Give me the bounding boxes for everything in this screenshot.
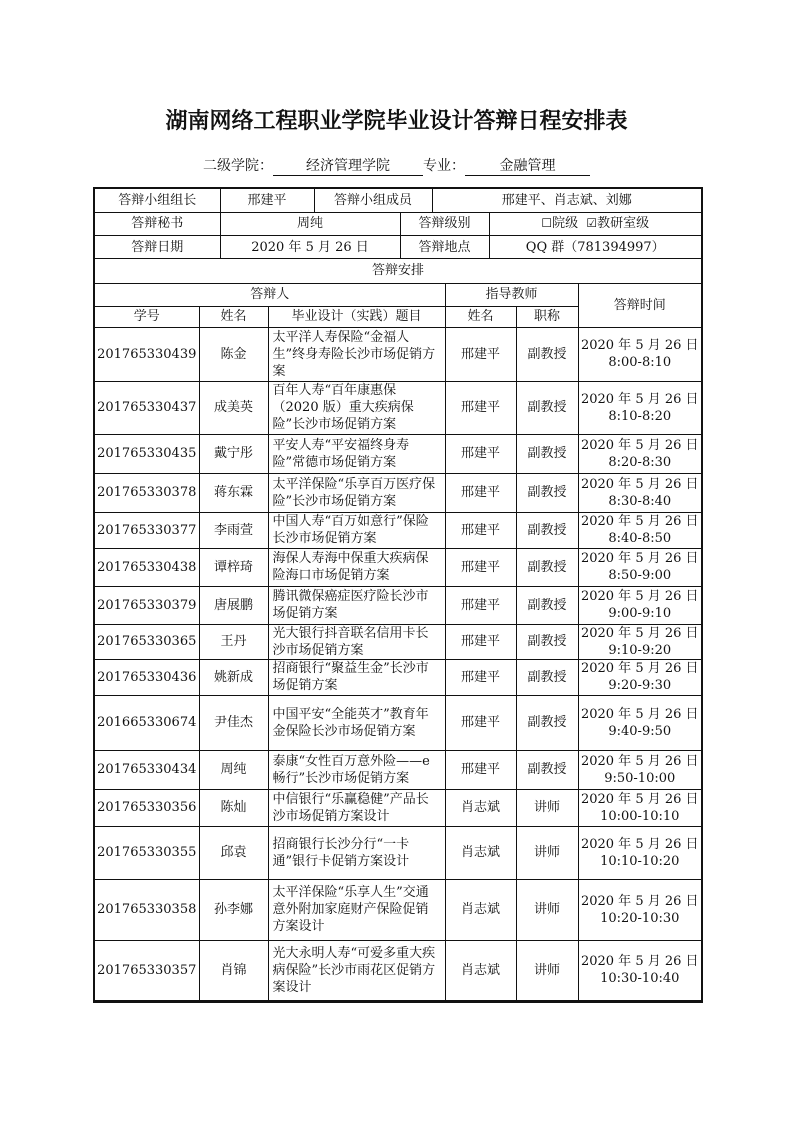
- advisor-title: 副教授: [516, 624, 578, 659]
- secretary-label: 答辩秘书: [95, 213, 220, 236]
- table-row: [95, 879, 701, 940]
- topic: 招商银行“聚益生金”长沙市场促销方案: [268, 659, 445, 695]
- advisor-title: 副教授: [516, 512, 578, 548]
- advisor-title: 讲师: [516, 826, 578, 879]
- defense-slot: 9:40-9:50: [608, 723, 672, 739]
- topic: 海保人寿海中保重大疾病保险海口市场促销方案: [268, 548, 445, 586]
- student-id: 201765330357: [95, 940, 199, 1000]
- advisor-title: 副教授: [516, 548, 578, 586]
- table-row: [95, 327, 701, 381]
- defense-time: [578, 940, 701, 1000]
- student-name: 周纯: [199, 750, 268, 789]
- topic: 平安人寿“平安福终身寿险”常德市场促销方案: [268, 434, 445, 473]
- checkbox-college-level[interactable]: ☐: [541, 216, 553, 231]
- student-id: 201765330439: [95, 327, 199, 381]
- topic: 招商银行长沙分行“一卡通”银行卡促销方案设计: [268, 826, 445, 879]
- student-name: 孙李娜: [199, 879, 268, 940]
- place-value: QQ 群（781394997）: [489, 236, 701, 259]
- advisor-name: 肖志斌: [445, 826, 516, 879]
- student-id: 201765330358: [95, 879, 199, 940]
- table-row: [95, 512, 701, 548]
- student-name: 王丹: [199, 624, 268, 659]
- defense-time: [578, 512, 701, 548]
- table-row: [95, 586, 701, 624]
- student-name: 唐展鹏: [199, 586, 268, 624]
- topic: 太平洋保险“乐享百万医疗保险”长沙市场促销方案: [268, 473, 445, 512]
- defense-date: 2020 年 5 月 26 日: [580, 836, 699, 852]
- student-name: 陈金: [199, 327, 268, 381]
- table-row: [95, 695, 701, 750]
- advisor-name: 邢建平: [445, 548, 516, 586]
- page-title: 湖南网络工程职业学院毕业设计答辩日程安排表: [165, 108, 628, 134]
- advisor-title: 讲师: [516, 940, 578, 1000]
- advisor-name: 邢建平: [445, 695, 516, 750]
- table-row: [95, 381, 701, 434]
- advisor-name: 邢建平: [445, 624, 516, 659]
- student-name: 陈灿: [199, 789, 268, 826]
- student-name: 肖锦: [199, 940, 268, 1000]
- table-row: [95, 789, 701, 826]
- student-name: 谭梓琦: [199, 548, 268, 586]
- defense-slot: 8:30-8:40: [608, 493, 672, 509]
- place-label: 答辩地点: [400, 236, 489, 259]
- defense-date: 2020 年 5 月 26 日: [580, 437, 699, 453]
- level-option-college: 院级: [552, 216, 579, 232]
- defense-slot: 9:10-9:20: [608, 642, 672, 658]
- advisor-title: 副教授: [516, 586, 578, 624]
- defense-time: [578, 624, 701, 659]
- table-row: [95, 659, 701, 695]
- advisor-title: 讲师: [516, 879, 578, 940]
- advisor-title: 副教授: [516, 695, 578, 750]
- topic: 太平洋人寿保险“金福人生”终身寿险长沙市场促销方案: [268, 327, 445, 381]
- defense-slot: 9:50-10:00: [604, 770, 676, 786]
- table-row: [95, 624, 701, 659]
- student-id: 201765330377: [95, 512, 199, 548]
- defense-date: 2020 年 5 月 26 日: [580, 954, 699, 969]
- arrangement-table: [95, 259, 701, 1001]
- defense-slot: 8:40-8:50: [608, 531, 672, 546]
- defense-time: [578, 327, 701, 381]
- members-label: 答辩小组成员: [314, 189, 432, 212]
- advisor-name: 邢建平: [445, 659, 516, 695]
- advisor-name-header: 姓名: [445, 306, 516, 327]
- secretary-value: 周纯: [220, 213, 400, 236]
- advisor-name: 邢建平: [445, 327, 516, 381]
- defense-date: 2020 年 5 月 26 日: [580, 625, 699, 641]
- topic: 中国人寿“百万如意行”保险长沙市场促销方案: [268, 512, 445, 548]
- table-row: [95, 434, 701, 473]
- student-name: 成美英: [199, 381, 268, 434]
- leader-value: 邢建平: [220, 189, 314, 212]
- advisor-title: 副教授: [516, 750, 578, 789]
- info-row-1: [95, 189, 701, 213]
- subtitle-line: [0, 155, 793, 176]
- arrangement-heading: 答辩安排: [95, 259, 701, 283]
- defense-slot: 8:00-8:10: [608, 355, 672, 370]
- defense-date: 2020 年 5 月 26 日: [580, 706, 699, 722]
- info-rows-2-3: [95, 213, 701, 260]
- level-label: 答辩级别: [400, 213, 489, 236]
- advisor-name: 邢建平: [445, 750, 516, 789]
- defense-date: 2020 年 5 月 26 日: [580, 551, 699, 566]
- advisor-name: 肖志斌: [445, 940, 516, 1000]
- advisor-name: 肖志斌: [445, 789, 516, 826]
- topic: 光大银行抖音联名信用卡长沙市场促销方案: [268, 624, 445, 659]
- defense-time: [578, 548, 701, 586]
- advisor-title: 副教授: [516, 327, 578, 381]
- id-header: 学号: [95, 306, 199, 327]
- defense-date: 2020 年 5 月 26 日: [580, 476, 699, 492]
- advisor-title: 讲师: [516, 789, 578, 826]
- advisor-name: 邢建平: [445, 473, 516, 512]
- checkbox-department-level[interactable]: ☑: [586, 216, 598, 231]
- advisor-title: 副教授: [516, 659, 578, 695]
- table-row: [95, 473, 701, 512]
- defense-date: 2020 年 5 月 26 日: [580, 893, 699, 909]
- student-id: 201765330435: [95, 434, 199, 473]
- advisor-title-header: 职称: [516, 306, 578, 327]
- defense-time: [578, 659, 701, 695]
- defense-date: 2020 年 5 月 26 日: [580, 391, 699, 407]
- level-option-department: 教研室级: [597, 216, 650, 232]
- table-row: [95, 548, 701, 586]
- advisor-name: 邢建平: [445, 381, 516, 434]
- advisor-title: 副教授: [516, 381, 578, 434]
- major-value: 金融管理: [465, 157, 590, 176]
- student-name: 尹佳杰: [199, 695, 268, 750]
- defense-time: [578, 586, 701, 624]
- defense-time: [578, 695, 701, 750]
- college-value: 经济管理学院: [273, 157, 423, 176]
- student-id: 201765330365: [95, 624, 199, 659]
- time-header: 答辩时间: [578, 283, 701, 327]
- table-row: [95, 826, 701, 879]
- advisor-name: 邢建平: [445, 434, 516, 473]
- student-id: 201765330436: [95, 659, 199, 695]
- defense-slot: 10:10-10:20: [600, 853, 680, 869]
- table-row: [95, 750, 701, 789]
- advisor-name: 邢建平: [445, 586, 516, 624]
- defense-slot: 10:30-10:40: [600, 971, 680, 986]
- advisor-name: 肖志斌: [445, 879, 516, 940]
- defense-date: 2020 年 5 月 26 日: [580, 514, 699, 529]
- defense-date: 2020 年 5 月 26 日: [580, 338, 699, 353]
- major-label: 专业：: [423, 158, 465, 174]
- student-id: 201765330355: [95, 826, 199, 879]
- defense-date: 2020 年 5 月 26 日: [580, 753, 699, 769]
- defense-slot: 10:00-10:10: [600, 808, 680, 824]
- defense-time: [578, 473, 701, 512]
- advisor-header: 指导教师: [445, 283, 578, 306]
- defense-time: [578, 381, 701, 434]
- defense-date: 2020 年 5 月 26 日: [580, 791, 699, 807]
- topic: 中国平安“全能英才”教育年金保险长沙市场促销方案: [268, 695, 445, 750]
- defense-date: 2020 年 5 月 26 日: [580, 589, 699, 604]
- topic: 中信银行“乐赢稳健”产品长沙市场促销方案设计: [268, 789, 445, 826]
- student-id: 201765330437: [95, 381, 199, 434]
- student-name: 姚新成: [199, 659, 268, 695]
- college-label: 二级学院：: [203, 158, 273, 174]
- student-id: 201765330378: [95, 473, 199, 512]
- topic: 太平洋保险“乐享人生”交通意外附加家庭财产保险促销方案设计: [268, 879, 445, 940]
- members-value: 邢建平、肖志斌、刘娜: [432, 189, 701, 212]
- leader-label: 答辩小组组长: [95, 189, 220, 212]
- date-value: 2020 年 5 月 26 日: [220, 236, 400, 259]
- topic: 百年人寿“百年康惠保（2020 版）重大疾病保险”长沙市场促销方案: [268, 381, 445, 434]
- advisor-name: 邢建平: [445, 512, 516, 548]
- defense-date: 2020 年 5 月 26 日: [580, 661, 699, 676]
- student-id: 201765330438: [95, 548, 199, 586]
- defense-time: [578, 826, 701, 879]
- schedule-table: [93, 187, 703, 1003]
- defense-time: [578, 434, 701, 473]
- student-id: 201765330434: [95, 750, 199, 789]
- table-row: [95, 940, 701, 1000]
- topic: 泰康“女性百万意外险——e 畅行”长沙市场促销方案: [268, 750, 445, 789]
- date-label: 答辩日期: [95, 236, 220, 259]
- defense-time: [578, 879, 701, 940]
- student-id: 201765330356: [95, 789, 199, 826]
- student-id: 201665330674: [95, 695, 199, 750]
- student-name: 李雨萱: [199, 512, 268, 548]
- advisor-title: 副教授: [516, 473, 578, 512]
- level-options: [489, 213, 701, 236]
- topic: 腾讯微保癌症医疗险长沙市场促销方案: [268, 586, 445, 624]
- defense-slot: 9:20-9:30: [608, 678, 672, 693]
- defense-slot: 8:50-9:00: [608, 568, 672, 583]
- defense-time: [578, 789, 701, 826]
- topic: 光大永明人寿“可爱多重大疾病保险”长沙市雨花区促销方案设计: [268, 940, 445, 1000]
- defense-slot: 9:00-9:10: [608, 606, 672, 621]
- student-name: 蒋东霖: [199, 473, 268, 512]
- name-header: 姓名: [199, 306, 268, 327]
- advisor-title: 副教授: [516, 434, 578, 473]
- topic-header: 毕业设计（实践）题目: [268, 306, 445, 327]
- defense-time: [578, 750, 701, 789]
- defense-slot: 8:20-8:30: [608, 454, 672, 470]
- defense-slot: 10:20-10:30: [600, 910, 680, 926]
- defender-header: 答辩人: [95, 283, 445, 306]
- defense-slot: 8:10-8:20: [608, 408, 672, 424]
- student-id: 201765330379: [95, 586, 199, 624]
- student-name: 戴宁彤: [199, 434, 268, 473]
- student-name: 邱袁: [199, 826, 268, 879]
